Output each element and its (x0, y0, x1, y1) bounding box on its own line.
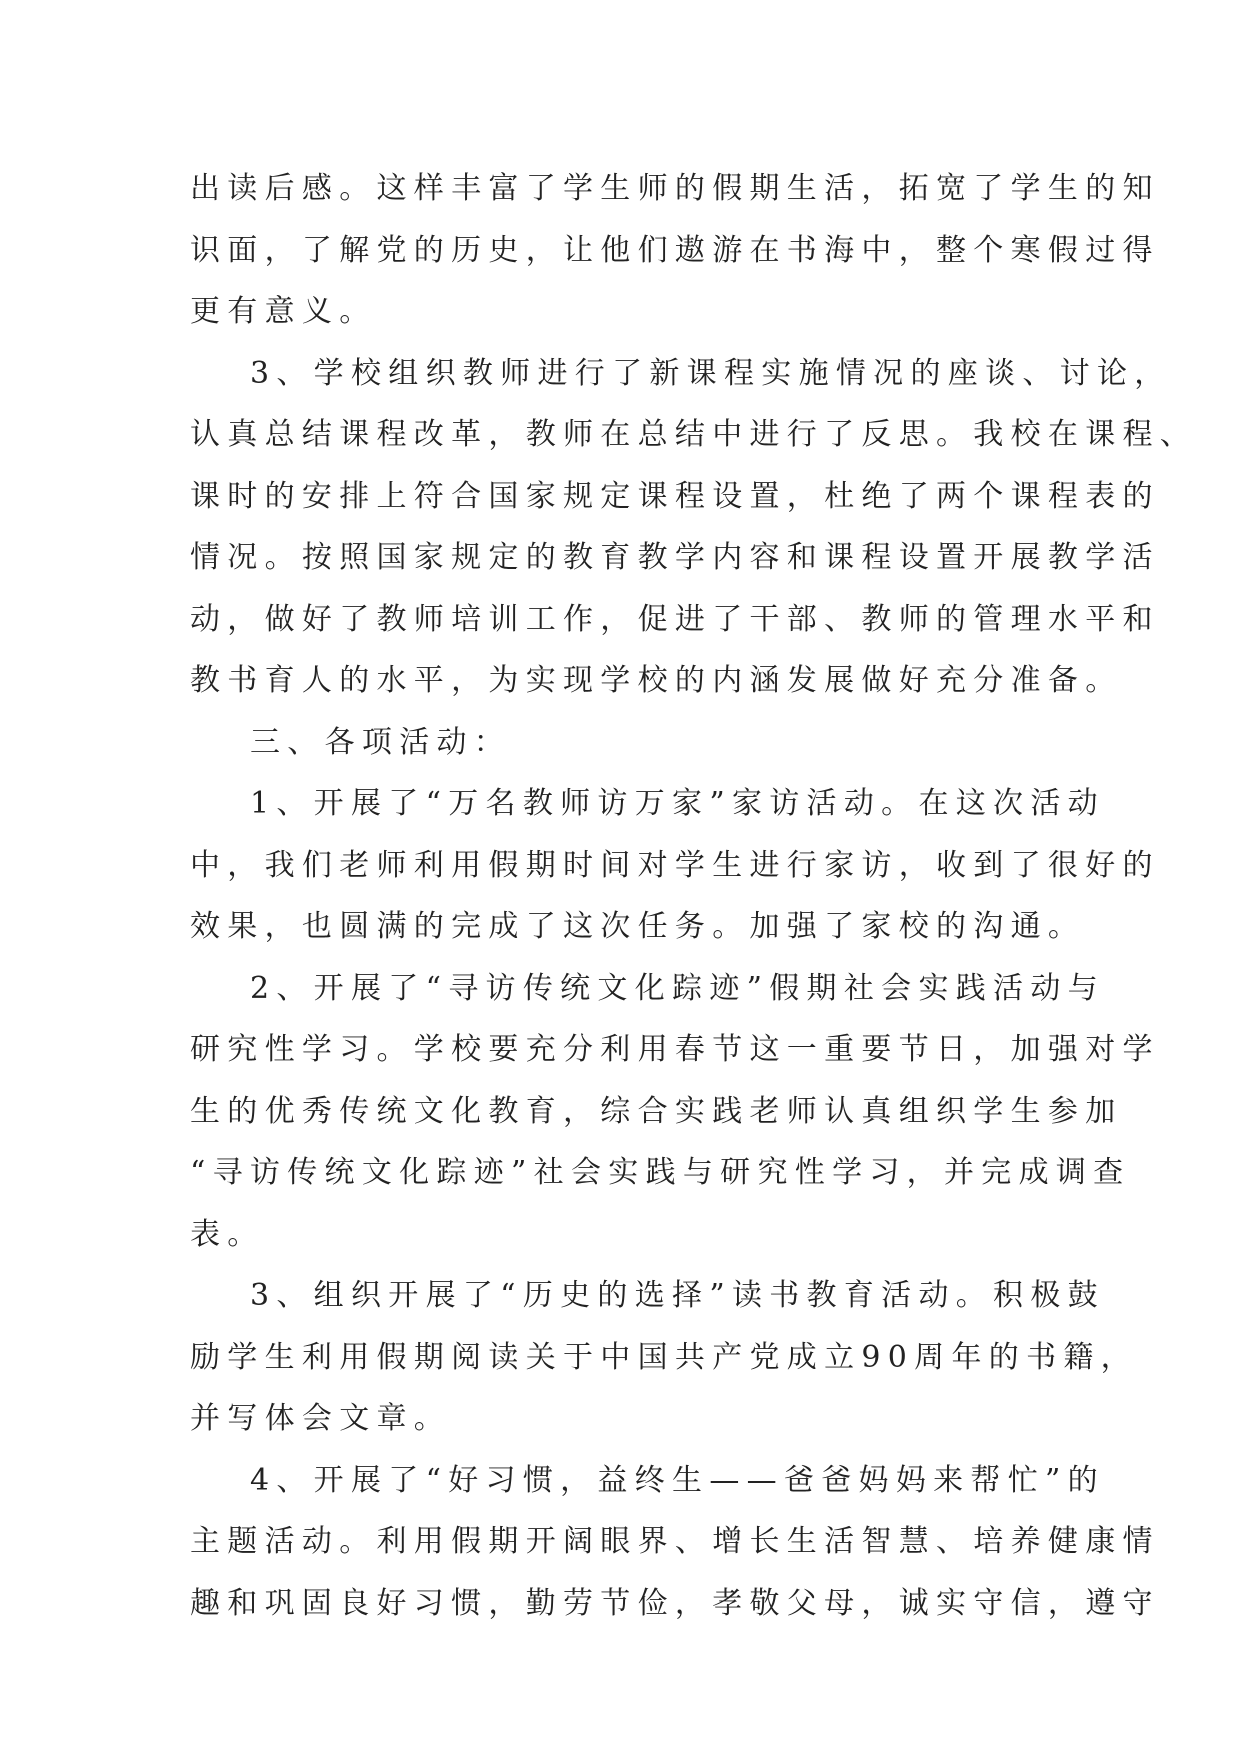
text-line: 出读后感。这样丰富了学生师的假期生活，拓宽了学生的知 (190, 171, 1160, 206)
document-body (190, 158, 1198, 1634)
text-line: 认真总结课程改革，教师在总结中进行了反思。我校在课程、 (190, 417, 1198, 452)
text-line: 生的优秀传统文化教育，综合实践老师认真组织学生参加 (190, 1093, 1123, 1129)
text-line: 表。 (190, 1216, 265, 1252)
paragraph-start-line: 3、学校组织教师进行了新课程实施情况的座谈、讨论， (250, 355, 1172, 391)
text-line: 识面，了解党的历史，让他们遨游在书海中，整个寒假过得 (190, 232, 1160, 268)
text-line: 效果，也圆满的完成了这次任务。加强了家校的沟通。 (190, 909, 1086, 944)
text-line: 趣和巩固良好习惯，勤劳节俭，孝敬父母，诚实守信，遵守 (190, 1585, 1160, 1621)
text-line: 研究性学习。学校要充分利用春节这一重要节日，加强对学 (190, 1032, 1160, 1067)
text-line: 主题活动。利用假期开阔眼界、增长生活智慧、培养健康情 (190, 1524, 1160, 1559)
paragraph-start-line: 1、开展了“万名教师访万家”家访活动。在这次活动 (250, 786, 1105, 821)
paragraph-start-line: 4、开展了“好习惯，益终生——爸爸妈妈来帮忙”的 (250, 1462, 1105, 1498)
text-line: 课时的安排上符合国家规定课程设置，杜绝了两个课程表的 (190, 478, 1160, 514)
text-line: 中，我们老师利用假期时间对学生进行家访，收到了很好的 (190, 847, 1160, 883)
text-line: 励学生利用假期阅读关于中国共产党成立90周年的书籍， (190, 1339, 1138, 1375)
text-line: 动，做好了教师培训工作，促进了干部、教师的管理水平和 (190, 601, 1160, 637)
text-line: 更有意义。 (190, 294, 377, 329)
text-line: 教书育人的水平，为实现学校的内涵发展做好充分准备。 (190, 663, 1123, 698)
text-line: 情况。按照国家规定的教育教学内容和课程设置开展教学活 (190, 540, 1160, 575)
section-heading: 三、各项活动： (250, 724, 512, 760)
text-line: 并写体会文章。 (190, 1401, 452, 1436)
paragraph-start-line: 3、组织开展了“历史的选择”读书教育活动。积极鼓 (250, 1278, 1105, 1313)
text-line: “寻访传统文化踪迹”社会实践与研究性学习，并完成调查 (190, 1155, 1131, 1190)
paragraph-start-line: 2、开展了“寻访传统文化踪迹”假期社会实践活动与 (250, 970, 1105, 1006)
